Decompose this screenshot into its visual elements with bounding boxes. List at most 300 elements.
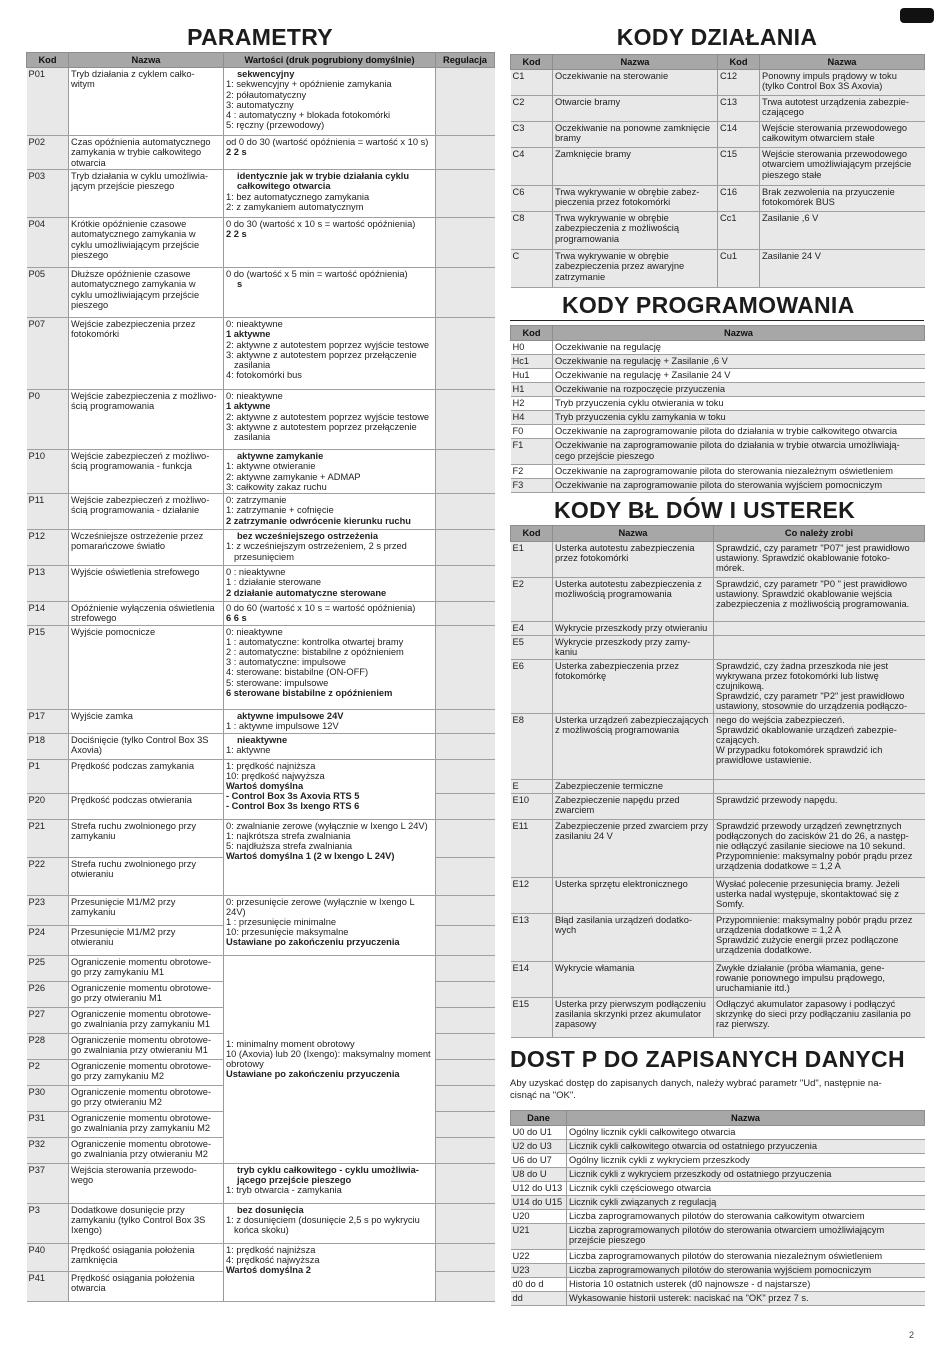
dostep-row	[511, 1209, 925, 1223]
row-kod: P14	[27, 602, 69, 625]
row-nazwa: Tryb działania z cyklem całko- witym	[69, 68, 224, 136]
parametry-row	[27, 602, 495, 625]
kody-programowania-row	[511, 341, 925, 355]
kody-bledow-row	[511, 779, 925, 793]
row-nazwa: Czas opóźnienia automatycznego zamykania w trybie całkowitego otwarcia	[69, 136, 224, 170]
value-default: sekwencyjny	[237, 69, 295, 80]
kody-dzialania-title: KODY DZIAŁANIA	[616, 24, 818, 50]
row-kod: P31	[27, 1111, 69, 1137]
row-nazwa: Zamknięcie bramy	[553, 148, 718, 186]
row-regulacja	[436, 981, 495, 1007]
row-nazwa: Ograniczenie momentu obrotowe- go przy otwieraniu M1	[69, 981, 224, 1007]
row-regulacja	[436, 1271, 495, 1301]
row-wartosci	[224, 733, 436, 759]
parametry-header-row	[27, 53, 495, 68]
row-kod: P25	[27, 955, 69, 981]
value-default: Wartoś domyślna	[226, 781, 304, 792]
row-nazwa: Liczba zaprogramowanych pilotów do sterowania wyjściem pomocniczym	[567, 1263, 925, 1277]
row-nazwa: Oczekiwanie na zaprogramowanie pilota do działania w trybie otwarcia umożliwiają- cego przejście pieszego	[553, 439, 925, 465]
row-nazwa: Oczekiwanie na regulację + Zasilanie ,6 V	[553, 355, 925, 369]
row-dane: U12 do U13	[511, 1181, 567, 1195]
row-kod: P32	[27, 1137, 69, 1163]
value-option: 1 : automatyczne: kontrolka otwartej bramy	[226, 636, 404, 647]
row-regulacja	[436, 530, 495, 566]
row-nazwa: Zabezpieczenie przed zwarciem przy zasilaniu 24 V	[553, 819, 714, 877]
value-option: 4: prędkość najwyższa	[226, 1254, 320, 1265]
page-number: 2	[908, 1330, 914, 1340]
row-regulacja	[436, 1085, 495, 1111]
kody-dzialania-row	[511, 70, 925, 96]
row-kod: P22	[27, 857, 69, 895]
row-nazwa: Ograniczenie momentu obrotowe- go zwalniania przy otwieraniu M1	[69, 1033, 224, 1059]
kody-programowania-title: KODY PROGRAMOWANIA	[510, 290, 924, 321]
row-nazwa: Wejście zabezpieczeń z możliwo- ścią programowania - funkcja	[69, 450, 224, 494]
value-default: 2 2 s	[226, 229, 247, 240]
row-dane: d0 do d	[511, 1277, 567, 1291]
row-kod: E6	[511, 659, 553, 713]
parametry-row	[27, 625, 495, 709]
parametry-row	[27, 136, 495, 170]
value-option: od 0 do 30 (wartość opóźnienia = wartość x 10 s)	[226, 137, 429, 148]
row-nazwa: Dłuższe opóźnienie czasowe automatycznego zamykania w cyklu umożliwiającym przejście pieszego	[69, 268, 224, 318]
row-nazwa-2: Brak zezwolenia na przyuczenie fotokomórek BUS	[760, 186, 925, 212]
value-option: obrotowy	[226, 1059, 264, 1070]
parametry-row	[27, 955, 495, 981]
dostep-title: DOST P DO ZAPISANYCH DANYCH	[510, 1045, 905, 1072]
dostep-row	[511, 1249, 925, 1263]
value-default: aktywne zamykanie	[237, 451, 324, 462]
row-nazwa: Wykrycie przeszkody przy zamy- kaniu	[553, 635, 714, 659]
value-default: - Control Box 3s Ixengo RTS 6	[226, 801, 360, 812]
row-kod: E14	[511, 961, 553, 997]
row-kod: E5	[511, 635, 553, 659]
value-default: Ustawiane po zakończeniu przyuczenia	[226, 1069, 400, 1080]
row-kod: C6	[511, 186, 553, 212]
header-regulacja: Regulacja	[436, 53, 495, 68]
value-option: 1: z dosunięciem (dosunięcie 2,5 s po wykryciu	[226, 1214, 420, 1225]
dostep-row	[511, 1263, 925, 1277]
row-dane: U0 do U1	[511, 1125, 567, 1139]
row-regulacja	[436, 759, 495, 793]
kody-bledow-row	[511, 961, 925, 997]
row-wartosci	[224, 136, 436, 170]
page-tab-marker	[900, 8, 934, 23]
kody-bledow-row	[511, 659, 925, 713]
row-nazwa: Wejście zabezpieczeń z możliwo- ścią programowania - działanie	[69, 494, 224, 530]
value-option: 3: całkowity zakaz ruchu	[226, 481, 327, 492]
row-nazwa-2: Wejście sterowania przewodowego otwarciem umożliwiającym przejście pieszego stałe	[760, 148, 925, 186]
row-nazwa: Wejście zabezpieczenia z możliwo- ścią programowania	[69, 390, 224, 450]
row-wartosci	[224, 759, 436, 819]
header-co-nalezy-zrobic: Co należy zrobi	[714, 526, 925, 541]
row-kod: P26	[27, 981, 69, 1007]
row-wartosci	[224, 1203, 436, 1243]
row-nazwa: Ograniczenie momentu obrotowe- go zwalniania przy otwieraniu M2	[69, 1137, 224, 1163]
row-nazwa-2: Zasilanie 24 V	[760, 250, 925, 288]
row-kod: C8	[511, 212, 553, 250]
kody-bledow-row	[511, 819, 925, 877]
row-regulacja	[436, 1111, 495, 1137]
kody-dzialania-row	[511, 212, 925, 250]
value-default: 6 sterowane bistabilne z opóźnieniem	[226, 687, 393, 698]
row-regulacja	[436, 1007, 495, 1033]
row-wartosci	[224, 566, 436, 602]
kody-programowania-row	[511, 383, 925, 397]
row-kod: P3	[27, 1203, 69, 1243]
row-wartosci	[224, 268, 436, 318]
value-default: Ustawiane po zakończeniu przyuczenia	[226, 937, 400, 948]
value-default: Wartoś domyślna 2	[226, 1265, 311, 1276]
row-regulacja	[436, 793, 495, 819]
value-option: 0 : nieaktywne	[226, 567, 286, 578]
row-kod: C1	[511, 70, 553, 96]
row-wartosci	[224, 530, 436, 566]
row-kod: P20	[27, 793, 69, 819]
row-wartosci	[224, 450, 436, 494]
value-option: 1: tryb otwarcia - zamykania	[226, 1185, 342, 1196]
row-regulacja	[436, 566, 495, 602]
header-kod: Kod	[511, 55, 553, 70]
row-regulacja	[436, 819, 495, 857]
row-wartosci	[224, 709, 436, 733]
row-nazwa: Strefa ruchu zwolnionego przy otwieraniu	[69, 857, 224, 895]
row-nazwa: Liczba zaprogramowanych pilotów do sterowania otwarciem umożliwiającym przejście pieszego	[567, 1223, 925, 1249]
row-kod: P41	[27, 1271, 69, 1301]
row-regulacja	[436, 68, 495, 136]
kody-bledow-title: KODY BŁ DÓW I USTEREK	[554, 497, 856, 524]
value-option: 1: prędkość najniższa	[226, 1244, 316, 1255]
row-nazwa: Usterka przy pierwszym podłączeniu zasilania skrzynki przez akumulator zapasowy	[553, 997, 714, 1037]
kody-bledow-row	[511, 577, 925, 621]
parametry-row	[27, 450, 495, 494]
row-nazwa: Błąd zasilania urządzeń dodatko- wych	[553, 913, 714, 961]
value-option: 0: nieaktywne	[226, 391, 283, 402]
row-nazwa: Otwarcie bramy	[553, 96, 718, 122]
row-kod: C	[511, 250, 553, 288]
row-regulacja	[436, 625, 495, 709]
kody-bledow-table	[510, 525, 925, 1037]
value-option: 2: z zamykaniem automatycznym	[226, 201, 364, 212]
row-nazwa: Usterka autotestu zabezpieczenia z możliwością programowania	[553, 577, 714, 621]
row-nazwa: Ograniczenie momentu obrotowe- go przy otwieraniu M2	[69, 1085, 224, 1111]
kody-bledow-row	[511, 877, 925, 913]
row-nazwa: Zabezpieczenie termiczne	[553, 779, 714, 793]
kody-bledow-body	[511, 541, 925, 1037]
row-regulacja	[436, 318, 495, 390]
row-nazwa: Liczba zaprogramowanych pilotów do sterowania niezależnym oświetleniem	[567, 1249, 925, 1263]
kody-dzialania-row	[511, 186, 925, 212]
row-co-nalezy-zrobic: Zwykłe działanie (próba włamania, gene- rowanie ponownego impulsu prądowego, uruchamianie itd.)	[714, 961, 925, 997]
value-option: 1 : przesunięcie minimalne	[226, 917, 337, 928]
row-kod: P10	[27, 450, 69, 494]
header-nazwa: Nazwa	[567, 1110, 925, 1125]
row-nazwa: Ograniczenie momentu obrotowe- go zwalniania przy zamykaniu M1	[69, 1007, 224, 1033]
row-nazwa: Liczba zaprogramowanych pilotów do sterowania całkowitym otwarciem	[567, 1209, 925, 1223]
row-nazwa: Wykasowanie historii usterek: naciskać na "OK" przez 7 s.	[567, 1291, 925, 1305]
parametry-row	[27, 530, 495, 566]
row-kod: P11	[27, 494, 69, 530]
value-option: 1: aktywne	[226, 744, 271, 755]
kody-bledow-row	[511, 913, 925, 961]
row-nazwa: Oczekiwanie na ponowne zamknięcie bramy	[553, 122, 718, 148]
row-wartosci	[224, 494, 436, 530]
row-regulacja	[436, 1137, 495, 1163]
row-nazwa: Dociśnięcie (tylko Control Box 3S Axovia)	[69, 733, 224, 759]
dostep-header-row	[511, 1110, 925, 1125]
row-kod-2: Cc1	[718, 212, 760, 250]
value-option: 3: aktywne z autotestem poprzez przełączenie	[226, 421, 417, 432]
row-nazwa: Ograniczenie momentu obrotowe- go zwalniania przy zamykaniu M2	[69, 1111, 224, 1137]
value-option: 0: zwalnianie zerowe (wyłącznie w Ixengo L 24V)	[226, 820, 428, 831]
row-nazwa: Usterka autotestu zabezpieczenia przez fotokomórki	[553, 541, 714, 577]
parametry-body	[27, 68, 495, 1301]
row-co-nalezy-zrobic: Wysłać polecenie przesunięcia bramy. Jeżeli usterka nadal występuje, skontaktować się z Somfy.	[714, 877, 925, 913]
parametry-row	[27, 819, 495, 857]
row-regulacja	[436, 1059, 495, 1085]
row-nazwa: Trwa wykrywanie w obrębie zabezpieczenia z możliwością programowania	[553, 212, 718, 250]
row-kod: P27	[27, 1007, 69, 1033]
row-nazwa: Ogólny licznik cykli z wykryciem przeszkody	[567, 1153, 925, 1167]
value-option: 0: nieaktywne	[226, 626, 283, 637]
kody-dzialania-header-row	[511, 55, 925, 70]
row-nazwa-2: Wejście sterowania przewodowego całkowitym otwarciem stałe	[760, 122, 925, 148]
value-option: zasilania	[234, 432, 271, 443]
kody-programowania-row	[511, 439, 925, 465]
kody-programowania-row	[511, 397, 925, 411]
kody-bledow-row	[511, 713, 925, 779]
row-regulacja	[436, 218, 495, 268]
row-nazwa: Oczekiwanie na regulację + Zasilanie 24 V	[553, 369, 925, 383]
row-kod: P1	[27, 759, 69, 793]
row-kod: C3	[511, 122, 553, 148]
row-wartosci	[224, 1243, 436, 1301]
row-kod-2: C13	[718, 96, 760, 122]
row-nazwa: Oczekiwanie na zaprogramowanie pilota do sterowania wyjściem pomocniczym	[553, 479, 925, 493]
parametry-row	[27, 268, 495, 318]
row-nazwa: Oczekiwanie na rozpoczęcie przyuczenia	[553, 383, 925, 397]
kody-dzialania-row	[511, 250, 925, 288]
value-option: 3 : automatyczne: impulsowe	[226, 657, 346, 668]
row-kod: P28	[27, 1033, 69, 1059]
row-regulacja	[436, 136, 495, 170]
kody-bledow-header-row	[511, 526, 925, 541]
row-regulacja	[436, 955, 495, 981]
row-kod: E4	[511, 621, 553, 635]
row-kod: P24	[27, 925, 69, 955]
value-default: jącego przejście pieszego	[237, 1174, 352, 1185]
row-kod: E8	[511, 713, 553, 779]
value-default: aktywne impulsowe 24V	[237, 710, 344, 721]
row-nazwa-2: Zasilanie ,6 V	[760, 212, 925, 250]
row-regulacja	[436, 1163, 495, 1203]
value-default: bez dosunięcia	[237, 1204, 304, 1215]
row-kod: P01	[27, 68, 69, 136]
row-wartosci	[224, 68, 436, 136]
row-kod: P03	[27, 170, 69, 218]
row-kod: E13	[511, 913, 553, 961]
row-kod: P18	[27, 733, 69, 759]
value-option: 2: aktywne z autotestem poprzez wyjście testowe	[226, 411, 430, 422]
parametry-section	[26, 22, 494, 1302]
dostep-row	[511, 1223, 925, 1249]
value-default: bez wcześniejszego ostrzeżenia	[237, 531, 379, 542]
header-kod: Kod	[511, 526, 553, 541]
value-option: 4 : automatyczny + blokada fotokomórki	[226, 110, 391, 121]
row-regulacja	[436, 709, 495, 733]
row-kod: E1	[511, 541, 553, 577]
row-kod: P2	[27, 1059, 69, 1085]
row-wartosci	[224, 625, 436, 709]
parametry-row	[27, 218, 495, 268]
value-default: 2 zatrzymanie odwrócenie kierunku ruchu	[226, 515, 411, 526]
row-kod: E2	[511, 577, 553, 621]
row-kod: P40	[27, 1243, 69, 1271]
row-kod: P0	[27, 390, 69, 450]
row-kod: E12	[511, 877, 553, 913]
row-nazwa: Tryb działania w cyklu umożliwia- jącym przejście pieszego	[69, 170, 224, 218]
row-kod: E	[511, 779, 553, 793]
parametry-row	[27, 566, 495, 602]
row-nazwa-2: Ponowny impuls prądowy w toku (tylko Control Box 3S Axovia)	[760, 70, 925, 96]
value-option: 10 (Axovia) lub 20 (Ixengo): maksymalny moment	[226, 1048, 431, 1059]
row-kod-2: C12	[718, 70, 760, 96]
parametry-row	[27, 709, 495, 733]
row-kod: C4	[511, 148, 553, 186]
row-kod: P23	[27, 895, 69, 925]
value-default: 2 2 s	[226, 147, 247, 158]
value-option: 1 : działanie sterowane	[226, 577, 322, 588]
value-option: 0: zatrzymanie	[226, 495, 287, 506]
row-nazwa: Trwa wykrywanie w obrębie zabezpieczenia przez awaryjne zatrzymanie	[553, 250, 718, 288]
row-co-nalezy-zrobic: Przypomnienie: maksymalny pobór prądu przez urządzenia dodatkowe = 1,2 A Sprawdzić zużycie energii przez podłączone urządzenia dodatkowe.	[714, 913, 925, 961]
row-nazwa: Oczekiwanie na zaprogramowanie pilota do sterowania niezależnym oświetleniem	[553, 465, 925, 479]
row-co-nalezy-zrobic	[714, 635, 925, 659]
row-nazwa: Prędkość podczas zamykania	[69, 759, 224, 793]
row-regulacja	[436, 895, 495, 925]
row-nazwa: Oczekiwanie na sterowanie	[553, 70, 718, 96]
row-regulacja	[436, 390, 495, 450]
row-regulacja	[436, 170, 495, 218]
value-default: 1 aktywne	[226, 401, 271, 412]
value-option: 0 do 60 (wartość x 10 s = wartość opóźnienia)	[226, 603, 416, 614]
row-nazwa: Przesunięcie M1/M2 przy otwieraniu	[69, 925, 224, 955]
value-option: przesunięciem	[234, 551, 294, 562]
row-nazwa: Ograniczenie momentu obrotowe- go przy zamykaniu M1	[69, 955, 224, 981]
value-option: zasilania	[234, 360, 271, 371]
row-co-nalezy-zrobic: Sprawdzić, czy parametr "P07" jest prawidłowo ustawiony. Sprawdzić okablowanie fotoko- mórek.	[714, 541, 925, 577]
row-nazwa: Usterka urządzeń zabezpieczających z możliwością programowania	[553, 713, 714, 779]
value-option: 1: minimalny moment obrotowy	[226, 1038, 355, 1049]
header-kod-2: Kod	[718, 55, 760, 70]
row-kod: E11	[511, 819, 553, 877]
row-wartosci	[224, 819, 436, 895]
parametry-row	[27, 1203, 495, 1243]
row-kod: P04	[27, 218, 69, 268]
row-nazwa: Ograniczenie momentu obrotowe- go przy zamykaniu M2	[69, 1059, 224, 1085]
value-default: - Control Box 3s Axovia RTS 5	[226, 791, 360, 802]
kody-dzialania-row	[511, 122, 925, 148]
row-nazwa: Zabezpieczenie napędu przed zwarciem	[553, 793, 714, 819]
row-kod: P30	[27, 1085, 69, 1111]
value-option: końca skoku)	[234, 1225, 289, 1236]
value-option: 4: sterowane: bistabilne (ON-OFF)	[226, 667, 369, 678]
row-regulacja	[436, 733, 495, 759]
header-nazwa: Nazwa	[553, 526, 714, 541]
row-kod: F2	[511, 465, 553, 479]
value-option: 1: aktywne otwieranie	[226, 461, 316, 472]
row-kod-2: C15	[718, 148, 760, 186]
dostep-table	[510, 1110, 925, 1306]
row-kod: H1	[511, 383, 553, 397]
row-nazwa: Licznik cykli związanych z regulacją	[567, 1195, 925, 1209]
parametry-row	[27, 1243, 495, 1271]
right-column	[510, 22, 924, 1306]
kody-bledow-row	[511, 621, 925, 635]
value-default: Wartoś domyślna 1 (2 w Ixengo L 24V)	[226, 851, 395, 862]
row-nazwa: Historia 10 ostatnich usterek (d0 najnowsze - d najstarsze)	[567, 1277, 925, 1291]
row-wartosci	[224, 218, 436, 268]
kody-bledow-row	[511, 635, 925, 659]
value-option: 1: sekwencyjny + opóźnienie zamykania	[226, 79, 392, 90]
kody-dzialania-table	[510, 54, 925, 288]
row-wartosci	[224, 1163, 436, 1203]
row-nazwa: Opóźnienie wyłączenia oświetlenia strefowego	[69, 602, 224, 625]
parametry-table	[26, 52, 495, 1302]
parametry-row	[27, 68, 495, 136]
row-dane: U6 do U7	[511, 1153, 567, 1167]
row-co-nalezy-zrobic: Sprawdzić przewody urządzeń zewnętrznych podłączonych do zacisków 21 do 26, a następ- nie odłączyć zasilanie sieciowe na 10 sekund. Przypomnienie: maksymalny pobór prądu przez urządzenia dodatkowe = 1,2 A	[714, 819, 925, 877]
value-option: 1 : aktywne impulsowe 12V	[226, 720, 339, 731]
dostep-row	[511, 1125, 925, 1139]
value-option: 0: nieaktywne	[226, 319, 283, 330]
kody-programowania-body	[511, 341, 925, 493]
value-option: 5: najdłuższa strefa zwalniania	[226, 841, 353, 852]
row-nazwa: Wejście zabezpieczenia przez fotokomórki	[69, 318, 224, 390]
dostep-row	[511, 1195, 925, 1209]
row-nazwa: Usterka zabezpieczenia przez fotokomórkę	[553, 659, 714, 713]
kody-bledow-row	[511, 793, 925, 819]
dostep-row	[511, 1139, 925, 1153]
value-option: 0: przesunięcie zerowe (wyłącznie w Ixengo L	[226, 896, 415, 907]
row-nazwa-2: Trwa autotest urządzenia zabezpie- czającego	[760, 96, 925, 122]
kody-programowania-row	[511, 411, 925, 425]
row-regulacja	[436, 268, 495, 318]
row-dane: U8 do U	[511, 1167, 567, 1181]
row-dane: U20	[511, 1209, 567, 1223]
row-kod: F1	[511, 439, 553, 465]
row-co-nalezy-zrobic: Sprawdzić, czy żadna przeszkoda nie jest wykrywana przez fotokomórki lub listwę czujnikową. Sprawdzić, czy parametr "P2" jest prawidłowo ustawiony, stosownie do urządzenia podłączo-	[714, 659, 925, 713]
row-nazwa: Wejścia sterowania przewodo- wego	[69, 1163, 224, 1203]
kody-dzialania-row	[511, 96, 925, 122]
row-nazwa: Wyjście oświetlenia strefowego	[69, 566, 224, 602]
row-kod: F0	[511, 425, 553, 439]
row-kod: H0	[511, 341, 553, 355]
header-kod: Kod	[27, 53, 69, 68]
row-dane: U23	[511, 1263, 567, 1277]
header-nazwa: Nazwa	[553, 55, 718, 70]
kody-dzialania-body	[511, 70, 925, 288]
value-option: 3: automatyczny	[226, 99, 294, 110]
row-nazwa: Przesunięcie M1/M2 przy zamykaniu	[69, 895, 224, 925]
kody-programowania-row	[511, 425, 925, 439]
value-option: 5: sterowane: impulsowe	[226, 677, 329, 688]
row-wartosci	[224, 895, 436, 955]
value-option: 2: aktywne z autotestem poprzez wyjście testowe	[226, 339, 430, 350]
value-default: tryb cyklu całkowitego - cyklu umożliwia-	[237, 1164, 419, 1175]
dostep-row	[511, 1167, 925, 1181]
value-option: 2 : automatyczne: bistabilne z opóźnieniem	[226, 647, 404, 658]
value-option: 2: aktywne zamykanie + ADMAP	[226, 471, 361, 482]
